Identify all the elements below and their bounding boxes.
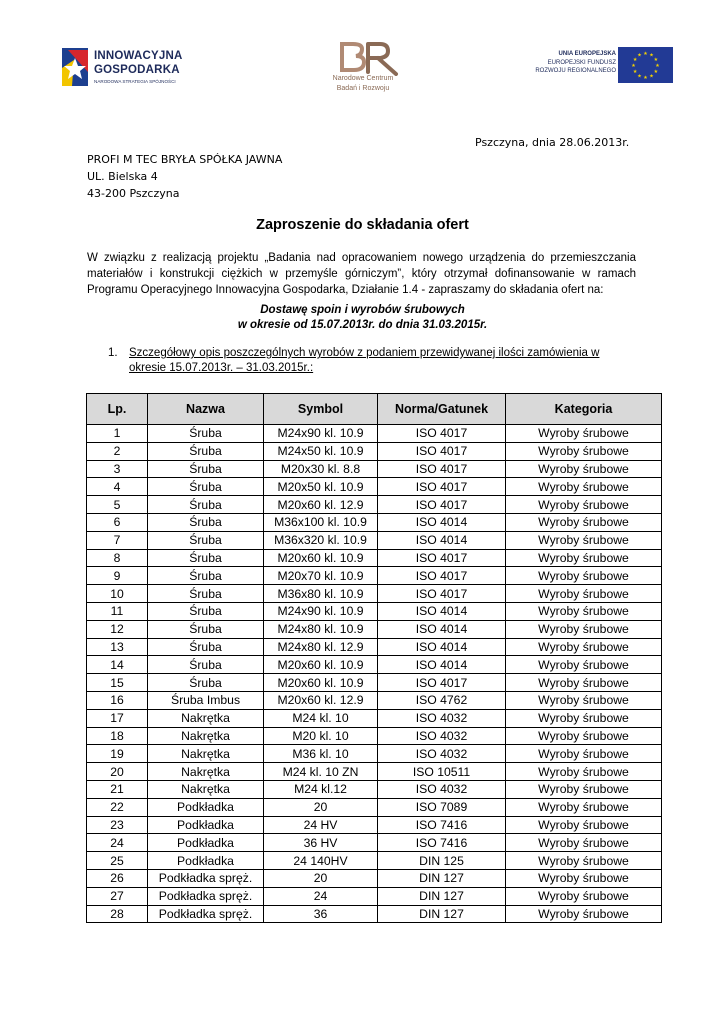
cell-lp: 6	[87, 513, 148, 531]
cell-kategoria: Wyroby śrubowe	[506, 727, 662, 745]
cell-symbol: 36 HV	[264, 834, 378, 852]
list-item-number: 1.	[108, 347, 118, 359]
cell-symbol: M20x30 kl. 8.8	[264, 460, 378, 478]
cell-norma: ISO 4017	[378, 460, 506, 478]
cell-norma: ISO 4017	[378, 567, 506, 585]
cell-kategoria: Wyroby śrubowe	[506, 620, 662, 638]
cell-nazwa: Nakrętka	[148, 745, 264, 763]
table-row	[87, 638, 662, 656]
address-line: 43-200 Pszczyna	[87, 187, 180, 200]
cell-lp: 7	[87, 531, 148, 549]
address-line: UL. Bielska 4	[87, 170, 158, 183]
cell-symbol: M20x60 kl. 10.9	[264, 656, 378, 674]
subject-line: w okresie od 15.07.2013r. do dnia 31.03.2015r.	[237, 319, 488, 331]
cell-nazwa: Podkładka spręż.	[148, 905, 264, 923]
cell-symbol: M36x80 kl. 10.9	[264, 585, 378, 603]
cell-kategoria: Wyroby śrubowe	[506, 887, 662, 905]
cell-symbol: M20x50 kl. 10.9	[264, 478, 378, 496]
cell-kategoria: Wyroby śrubowe	[506, 852, 662, 870]
cell-norma: ISO 4017	[378, 496, 506, 514]
cell-nazwa: Śruba	[148, 602, 264, 620]
table-row	[87, 513, 662, 531]
table-body	[87, 425, 662, 923]
intro-line: materiałów i konstrukcji ciężkich w przemyśle górniczym”, który otrzymał dofinansowanie w ramach	[87, 268, 636, 280]
cell-kategoria: Wyroby śrubowe	[506, 691, 662, 709]
cell-kategoria: Wyroby śrubowe	[506, 478, 662, 496]
table-row	[87, 620, 662, 638]
cell-symbol: M24 kl. 10 ZN	[264, 763, 378, 781]
cell-nazwa: Nakrętka	[148, 709, 264, 727]
svg-text:★: ★	[632, 69, 638, 75]
svg-text:★: ★	[653, 69, 659, 75]
cell-lp: 8	[87, 549, 148, 567]
cell-norma: ISO 4762	[378, 691, 506, 709]
cell-norma: ISO 4014	[378, 620, 506, 638]
cell-nazwa: Śruba	[148, 531, 264, 549]
cell-norma: ISO 4017	[378, 478, 506, 496]
column-header-lp: Lp.	[87, 394, 148, 425]
cell-kategoria: Wyroby śrubowe	[506, 567, 662, 585]
column-header-symbol: Symbol	[264, 394, 378, 425]
column-header-nazwa: Nazwa	[148, 394, 264, 425]
cell-symbol: M24x80 kl. 10.9	[264, 620, 378, 638]
cell-symbol: M36 kl. 10	[264, 745, 378, 763]
table-row	[87, 549, 662, 567]
svg-text:★: ★	[637, 52, 642, 59]
cell-lp: 27	[87, 887, 148, 905]
svg-text:★: ★	[649, 52, 654, 59]
innowacyjna-gospodarka-logo	[58, 44, 198, 92]
logo-right-line1: UNIA EUROPEJSKA	[558, 51, 616, 57]
table-row	[87, 585, 662, 603]
eu-flag-icon	[618, 47, 673, 83]
cell-norma: DIN 125	[378, 852, 506, 870]
table-row	[87, 656, 662, 674]
cell-kategoria: Wyroby śrubowe	[506, 674, 662, 692]
cell-kategoria: Wyroby śrubowe	[506, 585, 662, 603]
cell-kategoria: Wyroby śrubowe	[506, 442, 662, 460]
cell-symbol: 24	[264, 887, 378, 905]
cell-nazwa: Podkładka	[148, 798, 264, 816]
cell-nazwa: Śruba	[148, 638, 264, 656]
svg-text:★: ★	[653, 57, 659, 63]
cell-symbol: M24 kl. 10	[264, 709, 378, 727]
cell-nazwa: Podkładka spręż.	[148, 887, 264, 905]
logo-left-line1: INNOWACYJNA	[94, 50, 183, 62]
document-title: Zaproszenie do składania ofert	[256, 217, 469, 233]
cell-lp: 3	[87, 460, 148, 478]
cell-nazwa: Śruba Imbus	[148, 691, 264, 709]
cell-nazwa: Śruba	[148, 656, 264, 674]
address-line: PROFI M TEC BRYŁA SPÓŁKA JAWNA	[87, 153, 283, 166]
cell-norma: ISO 4014	[378, 531, 506, 549]
cell-nazwa: Śruba	[148, 496, 264, 514]
table-row	[87, 602, 662, 620]
table-row	[87, 887, 662, 905]
list-item-text: Szczegółowy opis poszczególnych wyrobów z podaniem przewidywanej ilości zamówienia w	[129, 347, 600, 359]
cell-kategoria: Wyroby śrubowe	[506, 798, 662, 816]
cell-lp: 9	[87, 567, 148, 585]
svg-text:★: ★	[632, 57, 638, 63]
cell-symbol: M24x90 kl. 10.9	[264, 425, 378, 443]
column-header-norma: Norma/Gatunek	[378, 394, 506, 425]
cell-lp: 25	[87, 852, 148, 870]
logo-left-line2: GOSPODARKA	[94, 64, 180, 76]
cell-lp: 24	[87, 834, 148, 852]
cell-symbol: 20	[264, 869, 378, 887]
star-logo-icon	[58, 46, 92, 88]
cell-kategoria: Wyroby śrubowe	[506, 425, 662, 443]
cell-symbol: M36x100 kl. 10.9	[264, 513, 378, 531]
br-monogram-icon	[320, 40, 420, 76]
logo-left-line3: NARODOWA STRATEGIA SPÓJNOŚCI	[94, 79, 176, 84]
cell-symbol: 20	[264, 798, 378, 816]
cell-lp: 14	[87, 656, 148, 674]
intro-line: W związku z realizacją projektu „Badania nad opracowaniem nowego urządzenia do przemieszczania	[87, 252, 636, 264]
cell-norma: ISO 4014	[378, 513, 506, 531]
cell-norma: ISO 4032	[378, 727, 506, 745]
cell-symbol: M36x320 kl. 10.9	[264, 531, 378, 549]
cell-lp: 17	[87, 709, 148, 727]
svg-text:★: ★	[655, 63, 660, 69]
cell-kategoria: Wyroby śrubowe	[506, 496, 662, 514]
cell-lp: 23	[87, 816, 148, 834]
table-row	[87, 674, 662, 692]
table-row	[87, 460, 662, 478]
cell-nazwa: Nakrętka	[148, 780, 264, 798]
cell-symbol: M20x60 kl. 12.9	[264, 691, 378, 709]
cell-nazwa: Podkładka spręż.	[148, 869, 264, 887]
table-row	[87, 869, 662, 887]
cell-symbol: M24 kl.12	[264, 780, 378, 798]
cell-nazwa: Podkładka	[148, 834, 264, 852]
cell-lp: 28	[87, 905, 148, 923]
svg-text:★: ★	[643, 75, 648, 81]
table-row	[87, 425, 662, 443]
logo-center-line1: Narodowe Centrum	[332, 75, 394, 82]
cell-lp: 5	[87, 496, 148, 514]
table-row	[87, 852, 662, 870]
cell-nazwa: Śruba	[148, 513, 264, 531]
cell-kategoria: Wyroby śrubowe	[506, 905, 662, 923]
cell-kategoria: Wyroby śrubowe	[506, 745, 662, 763]
subject-line: Dostawę spoin i wyrobów śrubowych	[260, 304, 465, 316]
cell-norma: DIN 127	[378, 887, 506, 905]
cell-symbol: M24x90 kl. 10.9	[264, 602, 378, 620]
cell-nazwa: Śruba	[148, 478, 264, 496]
cell-symbol: M20 kl. 10	[264, 727, 378, 745]
cell-nazwa: Śruba	[148, 425, 264, 443]
ncbr-logo	[320, 40, 420, 100]
cell-kategoria: Wyroby śrubowe	[506, 602, 662, 620]
cell-nazwa: Śruba	[148, 674, 264, 692]
cell-lp: 15	[87, 674, 148, 692]
cell-lp: 2	[87, 442, 148, 460]
svg-text:★: ★	[631, 63, 636, 69]
table-row	[87, 745, 662, 763]
cell-kategoria: Wyroby śrubowe	[506, 816, 662, 834]
table-row	[87, 763, 662, 781]
cell-nazwa: Śruba	[148, 442, 264, 460]
cell-kategoria: Wyroby śrubowe	[506, 513, 662, 531]
intro-line: Programu Operacyjnego Innowacyjna Gospodarka, Działanie 1.4 - zapraszamy do składania ofert na:	[87, 284, 604, 296]
cell-nazwa: Śruba	[148, 620, 264, 638]
cell-lp: 26	[87, 869, 148, 887]
table-row	[87, 442, 662, 460]
table-row	[87, 798, 662, 816]
cell-kategoria: Wyroby śrubowe	[506, 460, 662, 478]
table-row	[87, 727, 662, 745]
cell-norma: ISO 4014	[378, 656, 506, 674]
cell-symbol: 24 140HV	[264, 852, 378, 870]
cell-nazwa: Śruba	[148, 585, 264, 603]
cell-kategoria: Wyroby śrubowe	[506, 869, 662, 887]
cell-norma: ISO 4017	[378, 425, 506, 443]
cell-nazwa: Nakrętka	[148, 727, 264, 745]
cell-kategoria: Wyroby śrubowe	[506, 763, 662, 781]
cell-norma: ISO 4032	[378, 709, 506, 727]
cell-norma: ISO 10511	[378, 763, 506, 781]
cell-norma: ISO 4017	[378, 674, 506, 692]
cell-nazwa: Podkładka	[148, 852, 264, 870]
table-row	[87, 709, 662, 727]
cell-symbol: M24x50 kl. 10.9	[264, 442, 378, 460]
svg-text:★: ★	[649, 73, 654, 80]
cell-lp: 19	[87, 745, 148, 763]
cell-norma: DIN 127	[378, 905, 506, 923]
cell-norma: ISO 4014	[378, 602, 506, 620]
cell-norma: DIN 127	[378, 869, 506, 887]
cell-nazwa: Śruba	[148, 549, 264, 567]
cell-nazwa: Podkładka	[148, 816, 264, 834]
cell-kategoria: Wyroby śrubowe	[506, 638, 662, 656]
cell-lp: 20	[87, 763, 148, 781]
cell-nazwa: Nakrętka	[148, 763, 264, 781]
svg-text:★: ★	[637, 73, 642, 80]
cell-lp: 13	[87, 638, 148, 656]
cell-symbol: 24 HV	[264, 816, 378, 834]
cell-norma: ISO 7416	[378, 816, 506, 834]
cell-symbol: M24x80 kl. 12.9	[264, 638, 378, 656]
cell-norma: ISO 4032	[378, 780, 506, 798]
table-row	[87, 567, 662, 585]
cell-lp: 4	[87, 478, 148, 496]
cell-norma: ISO 4014	[378, 638, 506, 656]
products-table	[86, 393, 662, 923]
cell-nazwa: Śruba	[148, 567, 264, 585]
cell-lp: 21	[87, 780, 148, 798]
cell-lp: 22	[87, 798, 148, 816]
table-row	[87, 780, 662, 798]
cell-kategoria: Wyroby śrubowe	[506, 709, 662, 727]
logo-right-line3: ROZWOJU REGIONALNEGO	[535, 68, 616, 74]
table-row	[87, 691, 662, 709]
cell-norma: ISO 4017	[378, 585, 506, 603]
cell-symbol: M20x60 kl. 10.9	[264, 549, 378, 567]
table-header-row	[87, 394, 662, 425]
cell-kategoria: Wyroby śrubowe	[506, 656, 662, 674]
cell-lp: 10	[87, 585, 148, 603]
cell-norma: ISO 4017	[378, 549, 506, 567]
list-item-text: okresie 15.07.2013r. – 31.03.2015r.:	[129, 362, 314, 374]
cell-lp: 12	[87, 620, 148, 638]
date-line: Pszczyna, dnia 28.06.2013r.	[475, 136, 630, 149]
cell-symbol: M20x70 kl. 10.9	[264, 567, 378, 585]
cell-lp: 1	[87, 425, 148, 443]
cell-norma: ISO 7089	[378, 798, 506, 816]
cell-norma: ISO 4017	[378, 442, 506, 460]
cell-norma: ISO 4032	[378, 745, 506, 763]
table-row	[87, 531, 662, 549]
table-row	[87, 496, 662, 514]
intro-paragraph	[87, 250, 636, 298]
table-row	[87, 905, 662, 923]
cell-kategoria: Wyroby śrubowe	[506, 549, 662, 567]
cell-kategoria: Wyroby śrubowe	[506, 780, 662, 798]
eu-logo	[514, 46, 674, 86]
cell-norma: ISO 7416	[378, 834, 506, 852]
cell-lp: 16	[87, 691, 148, 709]
logo-right-line2: EUROPEJSKI FUNDUSZ	[547, 60, 616, 66]
table-row	[87, 834, 662, 852]
header-logos	[0, 0, 725, 110]
svg-text:★: ★	[643, 51, 648, 57]
cell-symbol: M20x60 kl. 10.9	[264, 674, 378, 692]
table-row	[87, 478, 662, 496]
cell-symbol: M20x60 kl. 12.9	[264, 496, 378, 514]
cell-symbol: 36	[264, 905, 378, 923]
table-row	[87, 816, 662, 834]
cell-nazwa: Śruba	[148, 460, 264, 478]
cell-lp: 18	[87, 727, 148, 745]
cell-kategoria: Wyroby śrubowe	[506, 531, 662, 549]
cell-lp: 11	[87, 602, 148, 620]
column-header-kategoria: Kategoria	[506, 394, 662, 425]
logo-center-line2: Badań i Rozwoju	[336, 85, 390, 92]
cell-kategoria: Wyroby śrubowe	[506, 834, 662, 852]
